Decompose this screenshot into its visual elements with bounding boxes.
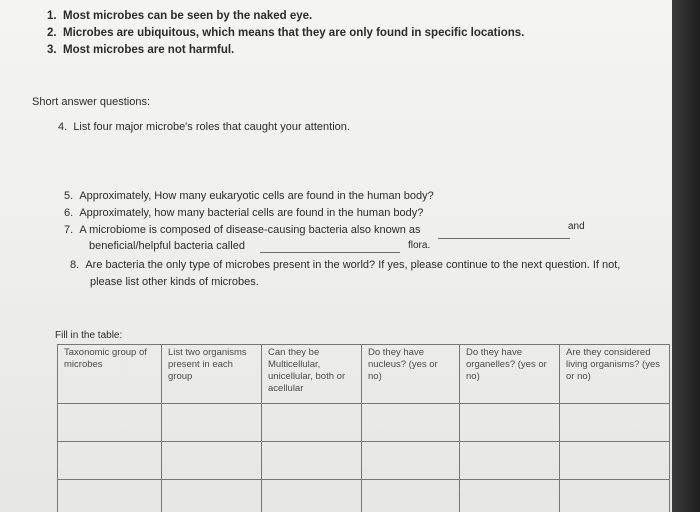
photo-background-edge [672, 0, 700, 512]
table-cell[interactable] [262, 404, 362, 442]
table-cell[interactable] [262, 480, 362, 512]
statement-3 [47, 44, 234, 56]
question-7-flora: flora. [408, 240, 431, 251]
table-cell[interactable] [162, 480, 262, 512]
short-answer-heading: Short answer questions: [32, 96, 151, 108]
statement-1-text: Most microbes can be seen by the naked eye. [62, 10, 313, 22]
table-cell[interactable] [560, 480, 670, 512]
question-4-text: List four major microbe's roles that caught your attention. [73, 121, 350, 133]
statement-1-number: 1. [47, 10, 57, 22]
table-cell[interactable] [162, 404, 262, 442]
microbe-table [57, 344, 670, 512]
table-cell[interactable] [58, 442, 162, 480]
question-6-text: Approximately, how many bacterial cells are found in the human body? [79, 207, 424, 219]
question-4 [58, 121, 350, 133]
question-6 [64, 207, 423, 219]
header-cellularity: Can they be Multicellular, unicellular, both or acellular [262, 345, 362, 404]
statement-3-number: 3. [47, 44, 57, 56]
question-5 [64, 190, 434, 202]
header-living: Are they considered living organisms? (yes or no) [560, 345, 670, 404]
question-6-number: 6. [64, 207, 74, 219]
header-taxonomic-group: Taxonomic group of microbes [58, 345, 162, 404]
question-7-blank-1[interactable] [438, 238, 570, 239]
table-cell[interactable] [362, 404, 460, 442]
table-row [58, 404, 670, 442]
question-8-number: 8. [70, 259, 80, 271]
question-8-line1: Are bacteria the only type of microbes present in the world? If yes, please continue to the next question. If not, [85, 259, 621, 271]
question-4-number: 4. [58, 121, 68, 133]
table-cell[interactable] [362, 442, 460, 480]
table-cell[interactable] [460, 480, 560, 512]
statement-1 [47, 10, 312, 22]
header-list-organisms: List two organisms present in each group [162, 345, 262, 404]
statement-2 [47, 27, 524, 39]
question-8 [70, 259, 620, 271]
question-7-and: and [568, 221, 585, 232]
question-7-blank-2[interactable] [260, 252, 400, 253]
table-cell[interactable] [262, 442, 362, 480]
statement-3-text: Most microbes are not harmful. [62, 44, 235, 56]
table-cell[interactable] [58, 404, 162, 442]
table-header-row [58, 345, 670, 404]
question-7-number: 7. [64, 224, 74, 236]
table-row [58, 480, 670, 512]
question-7-line2: beneficial/helpful bacteria called [89, 240, 245, 252]
table-cell[interactable] [460, 442, 560, 480]
question-7 [64, 224, 420, 236]
table-cell[interactable] [560, 404, 670, 442]
question-5-number: 5. [64, 190, 74, 202]
statement-2-number: 2. [47, 27, 57, 39]
table-cell[interactable] [362, 480, 460, 512]
statement-2-text: Microbes are ubiquitous, which means that they are only found in specific locations. [62, 27, 525, 39]
table-row [58, 442, 670, 480]
header-nucleus: Do they have nucleus? (yes or no) [362, 345, 460, 404]
table-cell[interactable] [560, 442, 670, 480]
question-8-line2: please list other kinds of microbes. [90, 276, 259, 288]
table-cell[interactable] [460, 404, 560, 442]
question-5-text: Approximately, How many eukaryotic cells are found in the human body? [79, 190, 434, 202]
table-cell[interactable] [58, 480, 162, 512]
fill-table-label: Fill in the table: [55, 330, 123, 341]
question-7-line1: A microbiome is composed of disease-causing bacteria also known as [79, 224, 421, 236]
table-cell[interactable] [162, 442, 262, 480]
header-organelles: Do they have organelles? (yes or no) [460, 345, 560, 404]
